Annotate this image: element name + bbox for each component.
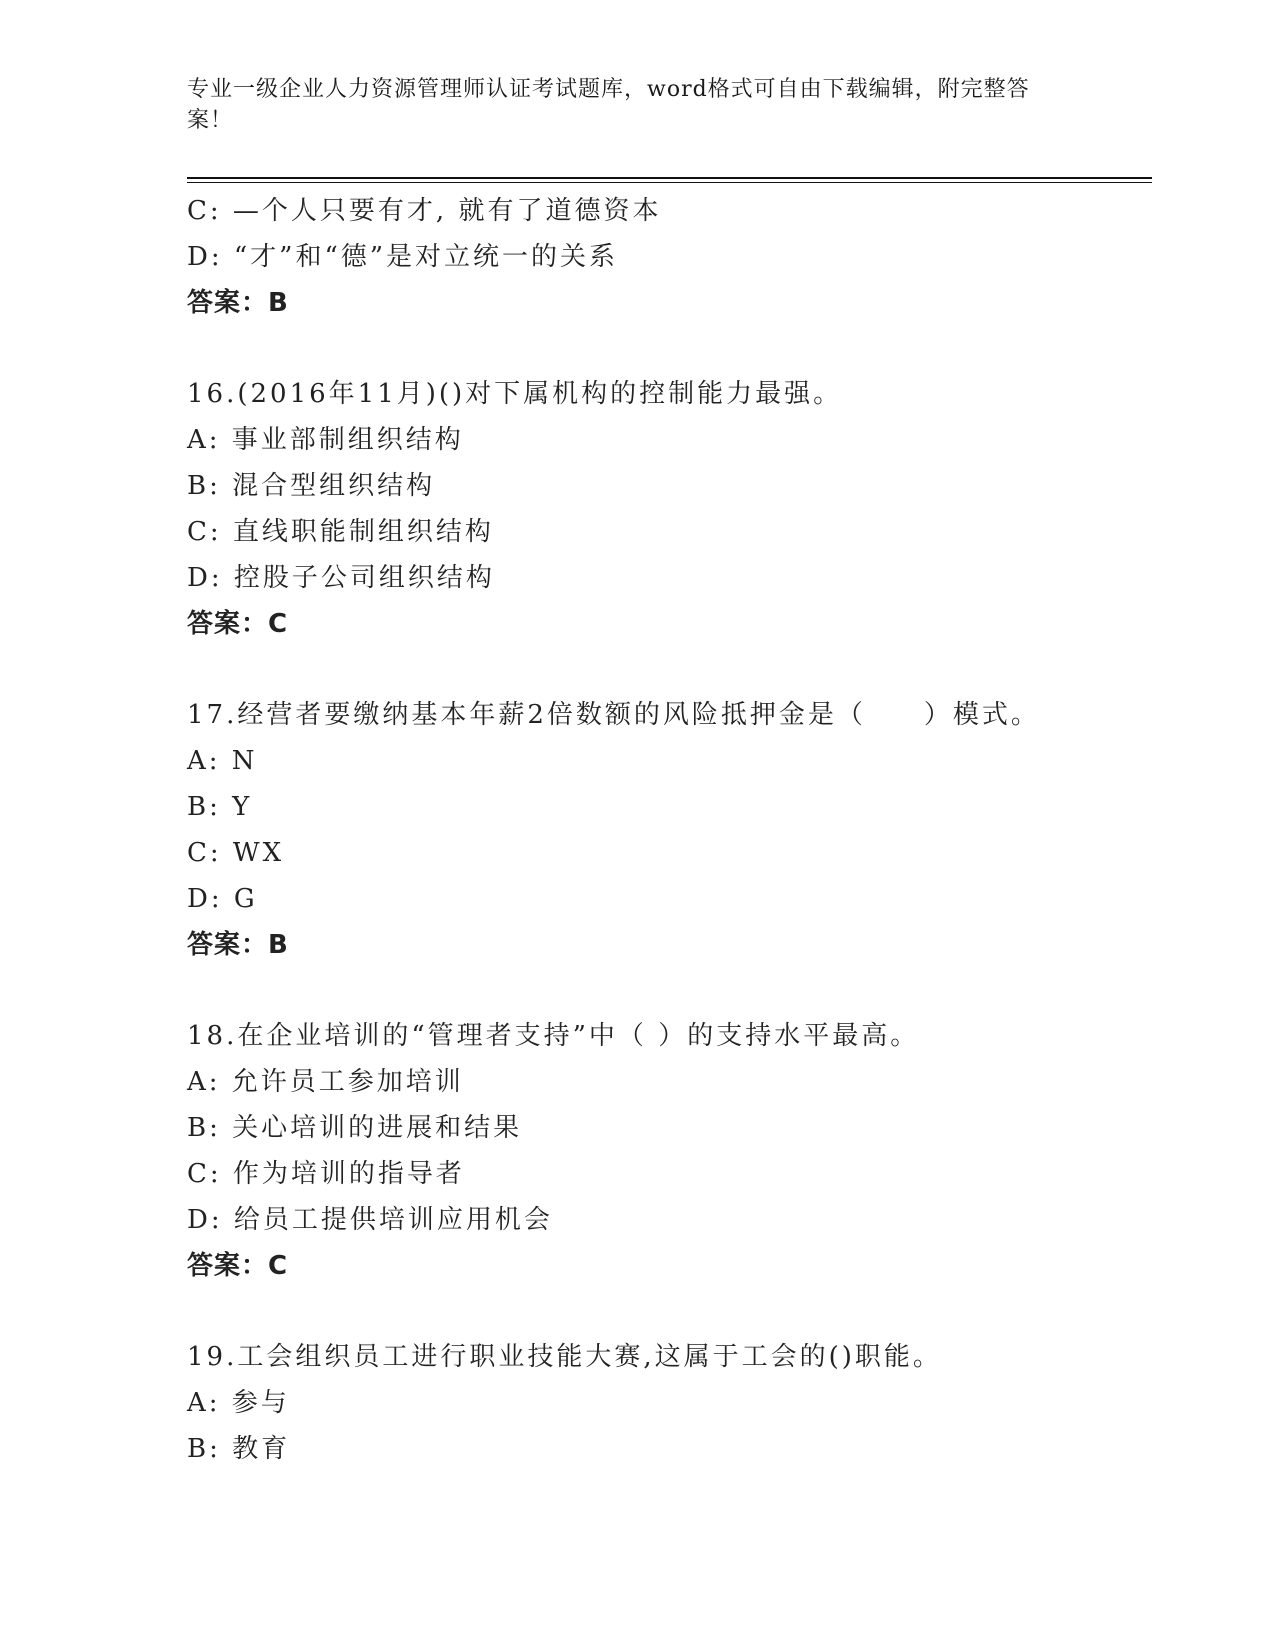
option-c: C: WX <box>187 838 285 868</box>
spacer <box>187 968 1152 1013</box>
question-stem: 16.(2016年11月)()对下属机构的控制能力最强。 <box>187 379 843 409</box>
document-header <box>187 74 1067 136</box>
question-15-continuation <box>187 188 1152 326</box>
answer-line: 答案：C <box>187 1251 289 1281</box>
question-stem: 18.在企业培训的“管理者支持”中（ ）的支持水平最高。 <box>187 1021 920 1051</box>
option-b: B: 混合型组织结构 <box>187 471 436 501</box>
option-c: C: 直线职能制组织结构 <box>187 517 494 547</box>
option-c: C: 作为培训的指导者 <box>187 1159 465 1189</box>
option-d: D: 给员工提供培训应用机会 <box>187 1205 553 1235</box>
answer-line: 答案：B <box>187 288 289 318</box>
question-content <box>187 188 1152 1472</box>
option-a: A: N <box>187 746 258 776</box>
option-d: D: 控股子公司组织结构 <box>187 563 495 593</box>
question-stem: 17.经营者要缴纳基本年薪2倍数额的风险抵押金是（ ）模式。 <box>187 700 1040 730</box>
option-a: A: 参与 <box>187 1388 290 1418</box>
option-c: C: —个人只要有才, 就有了道德资本 <box>187 196 662 226</box>
spacer <box>187 1289 1152 1334</box>
header-divider-thick <box>187 177 1152 179</box>
option-a: A: 事业部制组织结构 <box>187 425 464 455</box>
question-stem: 19.工会组织员工进行职业技能大赛,这属于工会的()职能。 <box>187 1342 942 1372</box>
option-d: D: “才”和“德”是对立统一的关系 <box>187 242 619 272</box>
spacer <box>187 647 1152 692</box>
header-divider-thin <box>187 182 1152 183</box>
question-17 <box>187 692 1152 968</box>
option-a: A: 允许员工参加培训 <box>187 1067 464 1097</box>
header-text: 专业一级企业人力资源管理师认证考试题库，word格式可自由下载编辑，附完整答案！ <box>187 77 1030 133</box>
option-b: B: Y <box>187 792 253 822</box>
option-b: B: 教育 <box>187 1434 291 1464</box>
question-18 <box>187 1013 1152 1289</box>
option-d: D: G <box>187 884 258 914</box>
answer-line: 答案：C <box>187 609 289 639</box>
question-19 <box>187 1334 1152 1472</box>
spacer <box>187 326 1152 371</box>
option-b: B: 关心培训的进展和结果 <box>187 1113 523 1143</box>
question-16 <box>187 371 1152 647</box>
answer-line: 答案：B <box>187 930 289 960</box>
